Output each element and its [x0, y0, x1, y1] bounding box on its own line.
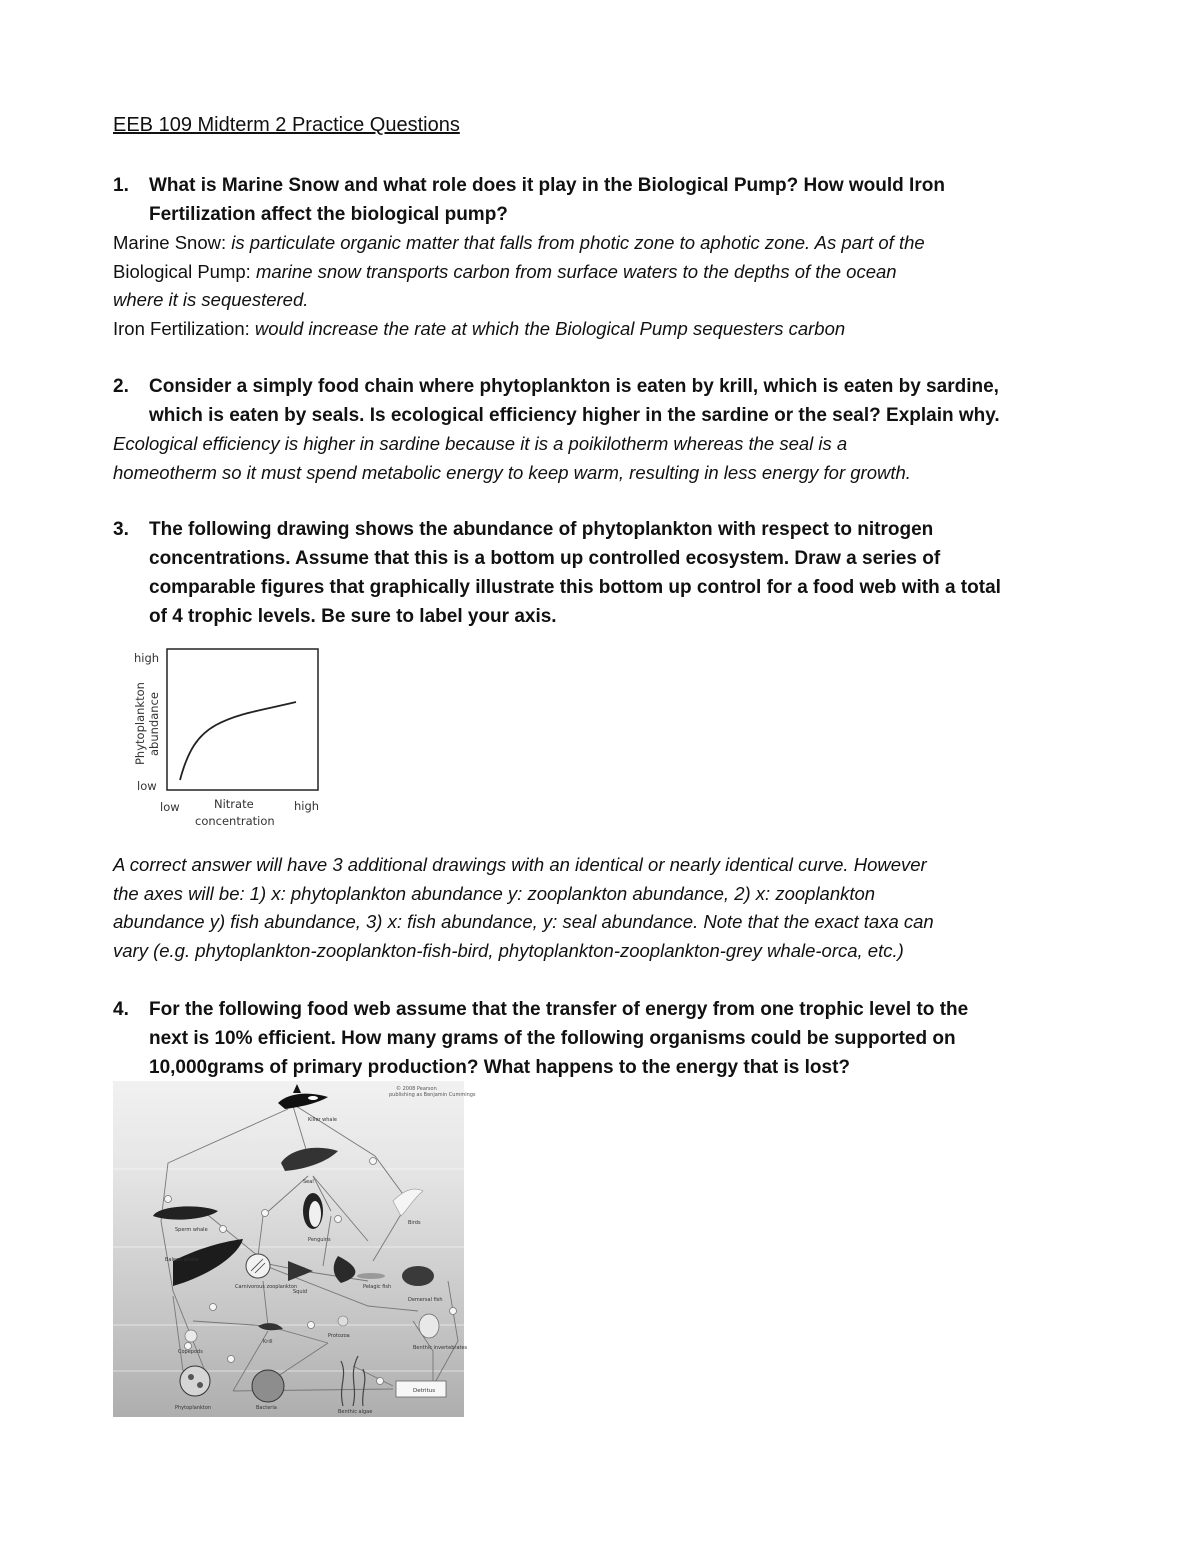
label-protozoa: Protozoa [328, 1333, 350, 1339]
phytoplankton-illustration [180, 1366, 210, 1396]
answer-text: vary (e.g. phytoplankton-zooplankton-fish-bird, phytoplankton-zooplankton-grey whale-orca, etc.) [113, 939, 904, 961]
question-number: 1. [113, 175, 129, 196]
answer-text: the axes will be: 1) x: phytoplankton abundance y: zooplankton abundance, 2) x: zooplankton [113, 882, 876, 904]
label-baleen-whale: Baleen whale [165, 1257, 199, 1263]
x-axis-high-label: high [294, 799, 320, 813]
protozoa-illustration [338, 1316, 348, 1326]
question-text-line: Fertilization affect the biological pump? [149, 204, 508, 225]
question-text-line: For the following food web assume that the transfer of energy from one trophic level to the [149, 999, 969, 1020]
question-text-line: which is eaten by seals. Is ecological efficiency higher in the sardine or the seal? Explain why. [149, 405, 1000, 426]
label-killer-whale: Killer whale [308, 1117, 337, 1123]
answer-line [113, 286, 1093, 315]
benthic-invertebrates-illustration [419, 1314, 439, 1338]
label-benthic-invertebrates: Benthic invertebrates [413, 1345, 468, 1351]
question-text-line: Consider a simply food chain where phytoplankton is eaten by krill, which is eaten by sardine, [149, 376, 999, 397]
answer-3 [113, 851, 1093, 965]
label-seaweed: Benthic algae [338, 1409, 373, 1415]
label-sperm-whale: Sperm whale [175, 1227, 208, 1233]
pelagic-fish-illustration [357, 1273, 385, 1279]
question-text-line: next is 10% efficient. How many grams of the following organisms could be supported on [149, 1028, 956, 1049]
question-4 [113, 995, 1088, 1082]
answer-text: homeotherm so it must spend metabolic energy to keep warm, resulting in less energy for growth. [113, 461, 911, 483]
y-axis-label-1: Phytoplankton [133, 682, 147, 765]
question-1 [113, 171, 1088, 229]
label-detritus: Detritus [413, 1388, 436, 1394]
answer-line [113, 459, 1093, 488]
graph-curve [180, 702, 296, 780]
question-2 [113, 372, 1088, 430]
label-copepods: Copepods [178, 1349, 203, 1355]
answer-2 [113, 430, 1093, 487]
answer-label: Biological Pump: [113, 260, 256, 282]
label-demersal-fish: Demersal fish [408, 1297, 443, 1303]
answer-line [113, 315, 1093, 344]
label-penguins: Penguins [308, 1237, 331, 1243]
copepods-illustration [185, 1330, 197, 1342]
food-web-figure [113, 1081, 476, 1417]
answer-text: abundance y) fish abundance, 3) x: fish abundance, y: seal abundance. Note that the exact taxa can [113, 911, 934, 932]
question-number: 3. [113, 519, 129, 540]
answer-line [113, 430, 1093, 459]
penguin-illustration [303, 1193, 323, 1229]
y-axis-low-label: low [137, 779, 157, 793]
question-text-line: What is Marine Snow and what role does it play in the Biological Pump? How would Iron [149, 175, 945, 196]
label-birds: Birds [408, 1220, 421, 1226]
demersal-fish-illustration [402, 1266, 434, 1286]
carnivorous-zooplankton-illustration [246, 1254, 270, 1278]
label-phytoplankton: Phytoplankton [175, 1405, 212, 1411]
answer-line [113, 258, 1093, 287]
question-3 [113, 515, 1088, 631]
question-text-line: 10,000grams of primary production? What happens to the energy that is lost? [149, 1057, 851, 1078]
question-text-line: The following drawing shows the abundance of phytoplankton with respect to nitrogen [149, 519, 934, 540]
answer-text: would increase the rate at which the Biological Pump sequesters carbon [254, 317, 846, 339]
answer-line [113, 851, 1093, 880]
bacteria-illustration [252, 1370, 284, 1402]
label-bacteria: Bacteria [256, 1405, 277, 1411]
answer-label: Marine Snow: [113, 232, 232, 253]
copyright-line-2: publishing as Benjamin Cummings [389, 1092, 476, 1098]
answer-text: is particulate organic matter that falls from photic zone to aphotic zone. As part of the [231, 232, 925, 253]
question-text-line: of 4 trophic levels. Be sure to label your axis. [149, 606, 557, 627]
question-number: 2. [113, 376, 129, 397]
answer-1 [113, 229, 1093, 343]
answer-label: Iron Fertilization: [113, 317, 255, 339]
x-axis-label-2: concentration [195, 814, 275, 828]
answer-text: A correct answer will have 3 additional drawings with an identical or nearly identical curve. However [113, 854, 927, 875]
question-number: 4. [113, 999, 129, 1020]
answer-line [113, 229, 1093, 258]
x-axis-label-1: Nitrate [214, 797, 254, 811]
answer-text: where it is sequestered. [113, 289, 309, 310]
phytoplankton-nitrate-graph [128, 640, 328, 835]
y-axis-high-label: high [134, 651, 160, 665]
answer-text: Ecological efficiency is higher in sardine because it is a poikilotherm whereas the seal is a [113, 433, 848, 454]
question-text-line: concentrations. Assume that this is a bottom up controlled ecosystem. Draw a series of [149, 548, 941, 569]
answer-line [113, 908, 1093, 937]
label-krill: Krill [263, 1339, 273, 1345]
answer-line [113, 880, 1093, 909]
label-pelagic-fish: Pelagic fish [363, 1284, 392, 1290]
page-title: EEB 109 Midterm 2 Practice Questions [113, 114, 460, 136]
copyright-line-1: © 2008 Pearson [396, 1086, 437, 1092]
answer-text: marine snow transports carbon from surface waters to the depths of the ocean [255, 260, 897, 282]
question-text-line: comparable figures that graphically illustrate this bottom up control for a food web with a total [149, 577, 1001, 598]
graph-frame [167, 649, 318, 790]
label-carnivorous-zooplankton: Carnivorous zooplankton [235, 1284, 298, 1290]
y-axis-label-2: abundance [147, 692, 161, 756]
label-seal: Seal [303, 1179, 314, 1185]
answer-line [113, 937, 1093, 966]
x-axis-low-label: low [160, 800, 180, 814]
label-squid: Squid [293, 1289, 308, 1295]
